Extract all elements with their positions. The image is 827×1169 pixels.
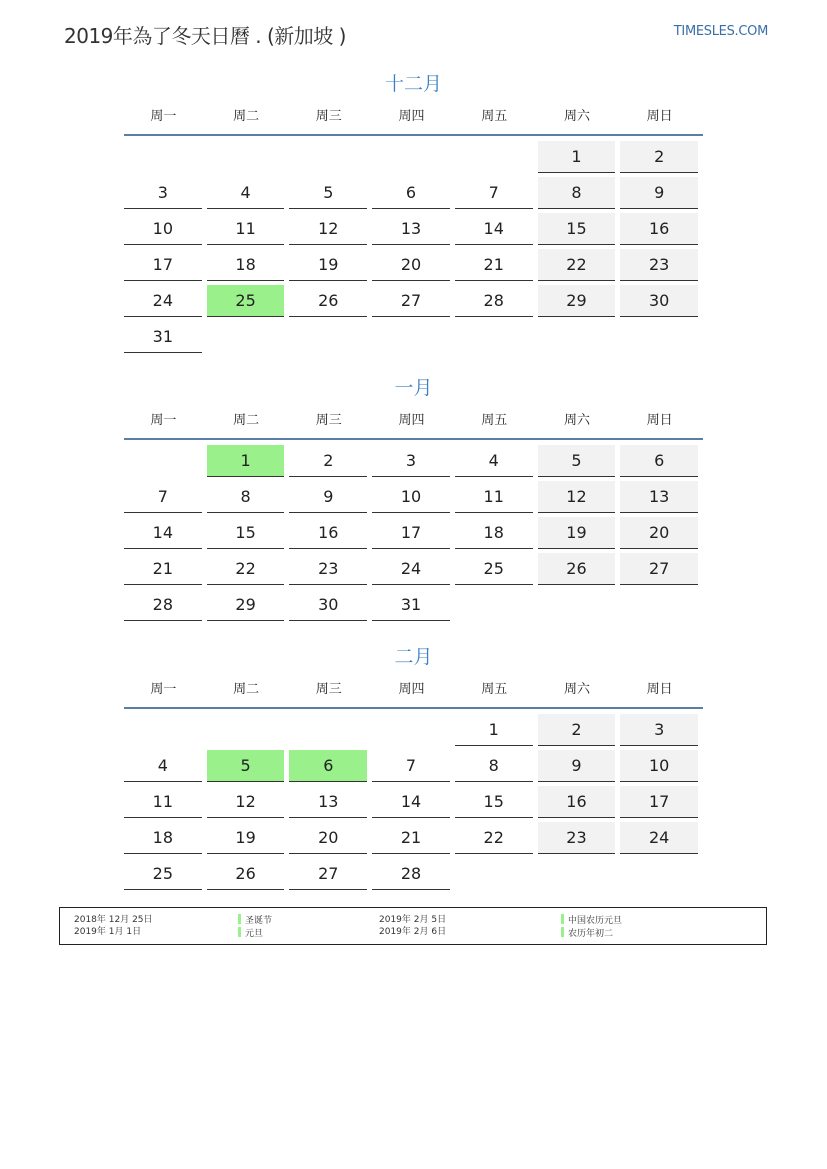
- day-number: 22: [207, 553, 285, 585]
- day-number: 8: [455, 750, 533, 782]
- day-cell[interactable]: [455, 213, 538, 249]
- legend-date: 2019年 2月 5日: [379, 915, 447, 925]
- day-cell[interactable]: [620, 141, 703, 177]
- day-number: 7: [124, 481, 202, 513]
- day-number: 16: [620, 213, 698, 245]
- weekday-header: [124, 104, 703, 136]
- month-january: [124, 374, 703, 625]
- day-cell[interactable]: [538, 213, 621, 249]
- week-row: [124, 714, 703, 750]
- day-cell[interactable]: [124, 177, 207, 213]
- weekday-label: 周二: [233, 413, 260, 428]
- day-number: 13: [620, 481, 698, 513]
- day-number: 27: [372, 285, 450, 317]
- weekday-label: 周六: [563, 413, 590, 428]
- day-number: 3: [620, 714, 698, 746]
- day-number: 25: [207, 285, 285, 317]
- weekday-label: 周二: [233, 682, 260, 697]
- day-cell[interactable]: [538, 285, 621, 321]
- day-number: 17: [372, 517, 450, 549]
- day-cell[interactable]: [289, 750, 372, 786]
- weekday-label: 周三: [315, 109, 342, 124]
- day-number: 9: [289, 481, 367, 513]
- empty-cell: [372, 141, 455, 177]
- day-number: 6: [372, 177, 450, 209]
- week-row: [124, 445, 703, 481]
- day-number: 20: [289, 822, 367, 854]
- day-number: 3: [372, 445, 450, 477]
- day-cell[interactable]: [372, 177, 455, 213]
- weekday-label: 周六: [563, 109, 590, 124]
- day-number: 17: [620, 786, 698, 818]
- day-number: 15: [538, 213, 616, 245]
- day-number: 14: [372, 786, 450, 818]
- week-row: [124, 213, 703, 249]
- day-number: 28: [124, 589, 202, 621]
- empty-cell: [455, 589, 538, 625]
- day-number: 20: [620, 517, 698, 549]
- day-cell[interactable]: [620, 481, 703, 517]
- weekday-header: [124, 677, 703, 709]
- weekday-label: 周一: [150, 682, 177, 697]
- day-number: 21: [455, 249, 533, 281]
- empty-cell: [372, 714, 455, 750]
- empty-cell: [455, 858, 538, 894]
- weekday-header: [124, 408, 703, 440]
- day-number: 2: [289, 445, 367, 477]
- day-cell[interactable]: [538, 822, 621, 858]
- month-february: [124, 643, 703, 894]
- day-cell[interactable]: [289, 285, 372, 321]
- day-number: 15: [455, 786, 533, 818]
- day-number: 30: [289, 589, 367, 621]
- day-cell[interactable]: [124, 553, 207, 589]
- empty-day: [620, 858, 698, 889]
- day-number: 1: [538, 141, 616, 173]
- day-cell[interactable]: [207, 822, 290, 858]
- day-cell[interactable]: [289, 213, 372, 249]
- day-number: 27: [620, 553, 698, 585]
- empty-cell: [372, 321, 455, 357]
- day-cell[interactable]: [207, 786, 290, 822]
- day-cell[interactable]: [455, 177, 538, 213]
- day-number: 25: [124, 858, 202, 890]
- day-number: 26: [207, 858, 285, 890]
- day-number: 11: [455, 481, 533, 513]
- day-number: 21: [124, 553, 202, 585]
- day-cell[interactable]: [538, 714, 621, 750]
- week-row: [124, 553, 703, 589]
- day-cell[interactable]: [207, 517, 290, 553]
- day-number: 22: [538, 249, 616, 281]
- empty-cell: [455, 141, 538, 177]
- empty-day: [289, 141, 367, 172]
- day-number: 24: [372, 553, 450, 585]
- holiday-marker-icon: [238, 914, 241, 924]
- page-title: 2019年為了冬天日曆 . (新加坡 ): [64, 24, 346, 48]
- empty-cell: [207, 714, 290, 750]
- day-number: 29: [538, 285, 616, 317]
- day-cell[interactable]: [372, 858, 455, 894]
- week-row: [124, 589, 703, 625]
- holiday-marker-icon: [561, 927, 564, 937]
- day-number: 4: [207, 177, 285, 209]
- weekday-label: 周日: [646, 413, 673, 428]
- calendar-grid: [124, 714, 703, 894]
- holiday-marker-icon: [561, 914, 564, 924]
- day-cell[interactable]: [289, 589, 372, 625]
- empty-cell: [538, 858, 621, 894]
- day-number: 11: [124, 786, 202, 818]
- empty-day: [124, 445, 202, 476]
- day-cell[interactable]: [124, 249, 207, 285]
- day-cell[interactable]: [124, 517, 207, 553]
- weekday-label: 周五: [481, 413, 508, 428]
- day-number: 12: [538, 481, 616, 513]
- empty-day: [372, 141, 450, 172]
- weekday-label: 周三: [315, 682, 342, 697]
- weekday-label: 周一: [150, 413, 177, 428]
- day-number: 10: [372, 481, 450, 513]
- empty-cell: [538, 321, 621, 357]
- day-number: 29: [207, 589, 285, 621]
- day-number: 28: [455, 285, 533, 317]
- day-number: 18: [455, 517, 533, 549]
- weekday-label: 周日: [646, 682, 673, 697]
- day-cell[interactable]: [620, 553, 703, 589]
- day-number: 31: [372, 589, 450, 621]
- week-row: [124, 141, 703, 177]
- empty-day: [207, 714, 285, 745]
- weekday-label: 周四: [398, 682, 425, 697]
- day-number: 9: [620, 177, 698, 209]
- week-row: [124, 177, 703, 213]
- day-cell[interactable]: [538, 786, 621, 822]
- day-cell[interactable]: [207, 553, 290, 589]
- day-number: 4: [124, 750, 202, 782]
- day-cell[interactable]: [289, 517, 372, 553]
- empty-day: [289, 321, 367, 352]
- day-number: 12: [207, 786, 285, 818]
- empty-day: [207, 321, 285, 352]
- day-number: 13: [289, 786, 367, 818]
- day-cell[interactable]: [455, 553, 538, 589]
- day-number: 18: [124, 822, 202, 854]
- day-cell[interactable]: [620, 249, 703, 285]
- day-number: 22: [455, 822, 533, 854]
- day-cell[interactable]: [289, 786, 372, 822]
- day-cell[interactable]: [372, 249, 455, 285]
- day-cell[interactable]: [207, 285, 290, 321]
- day-cell[interactable]: [372, 445, 455, 481]
- empty-day: [289, 714, 367, 745]
- day-number: 19: [289, 249, 367, 281]
- day-number: 16: [289, 517, 367, 549]
- day-cell[interactable]: [538, 249, 621, 285]
- legend-date: 2018年 12月 25日: [74, 915, 153, 925]
- empty-cell: [538, 589, 621, 625]
- day-cell[interactable]: [455, 285, 538, 321]
- empty-day: [372, 321, 450, 352]
- day-number: 3: [124, 177, 202, 209]
- day-cell[interactable]: [455, 714, 538, 750]
- weekday-label: 周四: [398, 413, 425, 428]
- week-row: [124, 786, 703, 822]
- week-row: [124, 858, 703, 894]
- day-number: 5: [538, 445, 616, 477]
- day-number: 14: [124, 517, 202, 549]
- empty-day: [538, 589, 616, 620]
- day-number: 7: [372, 750, 450, 782]
- day-cell[interactable]: [538, 177, 621, 213]
- day-cell[interactable]: [124, 786, 207, 822]
- day-number: 8: [538, 177, 616, 209]
- day-cell[interactable]: [124, 858, 207, 894]
- day-number: 13: [372, 213, 450, 245]
- day-cell[interactable]: [124, 321, 207, 357]
- empty-day: [124, 141, 202, 172]
- day-cell[interactable]: [124, 822, 207, 858]
- day-cell[interactable]: [124, 213, 207, 249]
- day-cell[interactable]: [289, 481, 372, 517]
- empty-day: [538, 858, 616, 889]
- day-cell[interactable]: [289, 858, 372, 894]
- day-number: 11: [207, 213, 285, 245]
- day-cell[interactable]: [289, 445, 372, 481]
- day-cell[interactable]: [620, 786, 703, 822]
- empty-cell: [207, 141, 290, 177]
- empty-cell: [455, 321, 538, 357]
- week-row: [124, 750, 703, 786]
- day-cell[interactable]: [620, 445, 703, 481]
- day-number: 15: [207, 517, 285, 549]
- holiday-legend: [59, 907, 767, 945]
- weekday-label: 周三: [315, 413, 342, 428]
- day-cell[interactable]: [372, 553, 455, 589]
- month-title: 一月: [394, 377, 433, 399]
- day-number: 2: [620, 141, 698, 173]
- day-number: 24: [124, 285, 202, 317]
- legend-date: 2019年 1月 1日: [74, 927, 142, 937]
- empty-day: [455, 141, 533, 172]
- day-number: 23: [289, 553, 367, 585]
- weekday-label: 周日: [646, 109, 673, 124]
- day-number: 8: [207, 481, 285, 513]
- day-cell[interactable]: [620, 822, 703, 858]
- day-number: 23: [620, 249, 698, 281]
- empty-day: [620, 589, 698, 620]
- day-number: 24: [620, 822, 698, 854]
- month-december: [124, 70, 703, 357]
- day-cell[interactable]: [455, 445, 538, 481]
- week-row: [124, 822, 703, 858]
- weekday-label: 周二: [233, 109, 260, 124]
- weekday-label: 周五: [481, 109, 508, 124]
- day-cell[interactable]: [124, 481, 207, 517]
- day-cell[interactable]: [455, 750, 538, 786]
- day-cell[interactable]: [455, 249, 538, 285]
- day-number: 19: [207, 822, 285, 854]
- legend-holiday-name: 圣诞节: [245, 916, 273, 926]
- day-number: 12: [289, 213, 367, 245]
- calendar-grid: [124, 445, 703, 625]
- day-cell[interactable]: [538, 141, 621, 177]
- empty-day: [455, 589, 533, 620]
- day-number: 18: [207, 249, 285, 281]
- day-cell[interactable]: [289, 822, 372, 858]
- week-row: [124, 321, 703, 357]
- empty-cell: [620, 858, 703, 894]
- empty-day: [455, 858, 533, 889]
- day-number: 23: [538, 822, 616, 854]
- day-cell[interactable]: [538, 553, 621, 589]
- weekday-label: 周五: [481, 682, 508, 697]
- day-number: 2: [538, 714, 616, 746]
- day-number: 30: [620, 285, 698, 317]
- day-cell[interactable]: [207, 589, 290, 625]
- day-cell[interactable]: [289, 553, 372, 589]
- day-cell[interactable]: [207, 445, 290, 481]
- day-number: 7: [455, 177, 533, 209]
- day-number: 1: [207, 445, 285, 477]
- day-number: 28: [372, 858, 450, 890]
- day-number: 1: [455, 714, 533, 746]
- day-number: 27: [289, 858, 367, 890]
- day-cell[interactable]: [372, 589, 455, 625]
- day-cell[interactable]: [455, 822, 538, 858]
- day-cell[interactable]: [372, 750, 455, 786]
- day-cell[interactable]: [620, 517, 703, 553]
- day-cell[interactable]: [372, 481, 455, 517]
- day-cell[interactable]: [372, 213, 455, 249]
- day-number: 10: [620, 750, 698, 782]
- day-cell[interactable]: [289, 177, 372, 213]
- day-cell[interactable]: [372, 786, 455, 822]
- weekday-label: 周四: [398, 109, 425, 124]
- day-cell[interactable]: [538, 445, 621, 481]
- day-number: 5: [289, 177, 367, 209]
- day-cell[interactable]: [455, 517, 538, 553]
- week-row: [124, 481, 703, 517]
- day-number: 4: [455, 445, 533, 477]
- day-cell[interactable]: [372, 517, 455, 553]
- day-number: 14: [455, 213, 533, 245]
- day-cell[interactable]: [124, 285, 207, 321]
- month-title: 二月: [394, 646, 433, 668]
- day-cell[interactable]: [207, 213, 290, 249]
- day-cell[interactable]: [538, 517, 621, 553]
- day-number: 20: [372, 249, 450, 281]
- calendar-grid: [124, 141, 703, 357]
- empty-day: [207, 141, 285, 172]
- day-cell[interactable]: [372, 285, 455, 321]
- day-cell[interactable]: [538, 750, 621, 786]
- day-number: 21: [372, 822, 450, 854]
- weekday-label: 周一: [150, 109, 177, 124]
- day-number: 19: [538, 517, 616, 549]
- empty-cell: [289, 714, 372, 750]
- day-number: 31: [124, 321, 202, 353]
- day-cell[interactable]: [538, 481, 621, 517]
- empty-cell: [289, 141, 372, 177]
- day-cell[interactable]: [207, 481, 290, 517]
- legend-date: 2019年 2月 6日: [379, 927, 447, 937]
- day-cell[interactable]: [620, 213, 703, 249]
- empty-cell: [124, 141, 207, 177]
- day-cell[interactable]: [207, 858, 290, 894]
- day-cell[interactable]: [455, 481, 538, 517]
- empty-day: [124, 714, 202, 745]
- legend-holiday-name: 农历年初二: [568, 929, 614, 939]
- day-cell[interactable]: [455, 786, 538, 822]
- holiday-marker-icon: [238, 927, 241, 937]
- month-title: 十二月: [384, 73, 442, 95]
- empty-day: [455, 321, 533, 352]
- empty-day: [620, 321, 698, 352]
- day-cell[interactable]: [124, 589, 207, 625]
- week-row: [124, 285, 703, 321]
- empty-cell: [124, 714, 207, 750]
- day-cell[interactable]: [124, 750, 207, 786]
- week-row: [124, 517, 703, 553]
- day-number: 25: [455, 553, 533, 585]
- empty-day: [538, 321, 616, 352]
- week-row: [124, 249, 703, 285]
- day-number: 9: [538, 750, 616, 782]
- day-cell[interactable]: [207, 177, 290, 213]
- empty-cell: [289, 321, 372, 357]
- empty-cell: [620, 589, 703, 625]
- day-cell[interactable]: [372, 822, 455, 858]
- day-number: 17: [124, 249, 202, 281]
- day-number: 26: [538, 553, 616, 585]
- day-number: 26: [289, 285, 367, 317]
- day-cell[interactable]: [620, 750, 703, 786]
- legend-holiday-name: 中国农历元旦: [568, 916, 623, 926]
- site-link[interactable]: TIMESLES.COM: [673, 24, 768, 39]
- day-number: 16: [538, 786, 616, 818]
- day-cell[interactable]: [620, 714, 703, 750]
- empty-day: [372, 714, 450, 745]
- empty-cell: [207, 321, 290, 357]
- day-number: 6: [289, 750, 367, 782]
- empty-cell: [124, 445, 207, 481]
- day-number: 6: [620, 445, 698, 477]
- day-number: 10: [124, 213, 202, 245]
- day-cell[interactable]: [207, 249, 290, 285]
- day-cell[interactable]: [620, 177, 703, 213]
- empty-cell: [620, 321, 703, 357]
- weekday-label: 周六: [563, 682, 590, 697]
- day-cell[interactable]: [289, 249, 372, 285]
- legend-holiday-name: 元旦: [245, 929, 264, 939]
- day-cell[interactable]: [207, 750, 290, 786]
- day-number: 5: [207, 750, 285, 782]
- day-cell[interactable]: [620, 285, 703, 321]
